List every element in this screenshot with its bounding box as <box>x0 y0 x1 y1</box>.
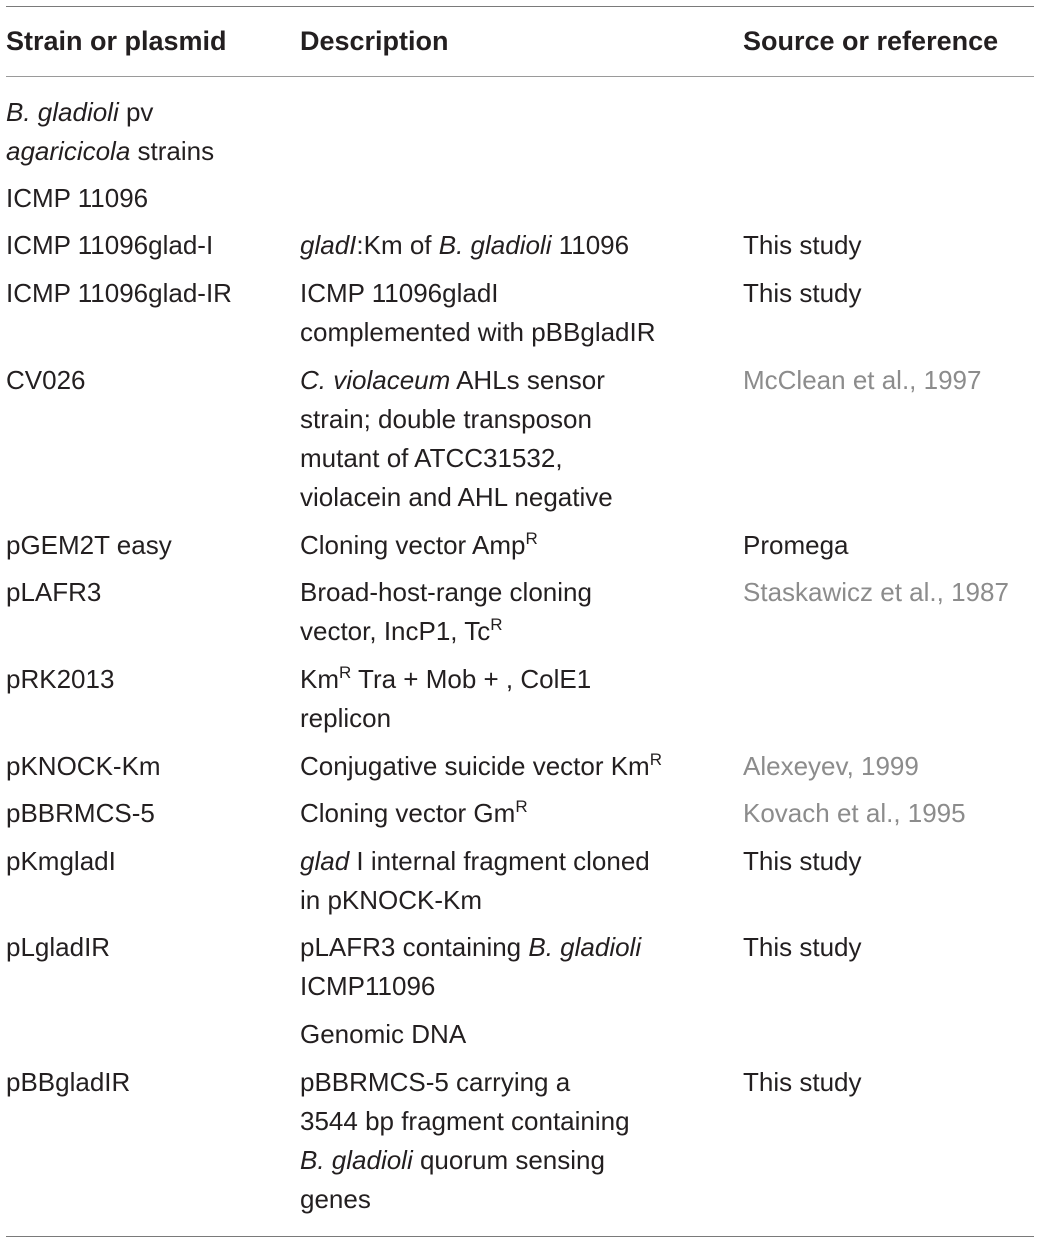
table-row-description: pBBRMCS-5 carrying a <box>300 1067 571 1097</box>
table-row-source: This study <box>743 230 862 260</box>
table-row-description: mutant of ATCC31532, <box>300 443 563 473</box>
table-row-strain: ICMP 11096 <box>6 183 149 213</box>
reference-link-kovach[interactable]: Kovach et al., 1995 <box>743 798 966 828</box>
table-row-strain: CV026 <box>6 365 86 395</box>
table-row-source: Promega <box>743 530 849 560</box>
table-row-description: strain; double transposon <box>300 404 592 434</box>
group-title-line1: B. gladioli pv <box>6 97 154 127</box>
table-row-source: This study <box>743 278 862 308</box>
table-row-description: complemented with pBBgladIR <box>300 317 656 347</box>
table-row-strain: pLgladIR <box>6 932 111 962</box>
table-row-strain: pBBRMCS-5 <box>6 798 155 828</box>
reference-link-mcclean[interactable]: McClean et al., 1997 <box>743 365 982 395</box>
table-row-strain: ICMP 11096glad-I <box>6 230 214 260</box>
reference-link-staskawicz[interactable]: Staskawicz et al., 1987 <box>743 577 1009 607</box>
table-row-description: B. gladioli quorum sensing <box>300 1145 605 1175</box>
table-row-description: Cloning vector $Gm^R$ <box>300 797 528 828</box>
table-row-strain: pKmgladI <box>6 846 116 876</box>
table-row-strain: pLAFR3 <box>6 577 102 607</box>
table-row-description: vector, IncP1, $Tc^R$ <box>300 615 503 646</box>
table-row-description: Conjugative suicide vector $Km^R$ <box>300 750 662 781</box>
table-row-description: 3544 bp fragment containing <box>300 1106 630 1136</box>
table-row-description: in pKNOCK-Km <box>300 885 483 915</box>
table-row-description: Genomic DNA <box>300 1019 467 1049</box>
table-row-strain: ICMP 11096glad-IR <box>6 278 232 308</box>
table-row-strain: pRK2013 <box>6 664 115 694</box>
table-row-description: genes <box>300 1184 371 1214</box>
table-row-description: Broad-host-range cloning <box>300 577 592 607</box>
table-row-description: $Km^R$ Tra + Mob + , ColE1 <box>300 663 592 694</box>
table-row-source: This study <box>743 846 862 876</box>
table-top-rule <box>6 6 1034 7</box>
header-rule <box>6 76 1034 77</box>
table-row-description: ICMP 11096gladI <box>300 278 499 308</box>
table-row-source: This study <box>743 1067 862 1097</box>
reference-link-alexeyev[interactable]: Alexeyev, 1999 <box>743 751 919 781</box>
table-row-description: glad I internal fragment cloned <box>300 846 650 876</box>
table-row-description: replicon <box>300 703 392 733</box>
table-row-strain: pBBgladIR <box>6 1067 131 1097</box>
table-row-description: Cloning vector Amp$^R$ <box>300 529 538 560</box>
header-strain-or-plasmid: Strain or plasmid <box>6 26 227 56</box>
table-row-strain: pKNOCK-Km <box>6 751 161 781</box>
table-row-strain: pGEM2T easy <box>6 530 172 560</box>
table-row-description: violacein and AHL negative <box>300 482 613 512</box>
table-row-description: gladI:Km of B. gladioli 11096 <box>300 230 630 260</box>
table-row-description: C. violaceum AHLs sensor <box>300 365 605 395</box>
table-row-description: ICMP11096 <box>300 971 436 1001</box>
table-row-source: This study <box>743 932 862 962</box>
table-bottom-rule <box>6 1236 1034 1237</box>
table-row-description: pLAFR3 containing B. gladioli <box>300 932 642 962</box>
group-title-line2: agaricicola strains <box>6 136 215 166</box>
header-description: Description <box>300 26 449 56</box>
header-source-or-reference: Source or reference <box>743 26 999 56</box>
